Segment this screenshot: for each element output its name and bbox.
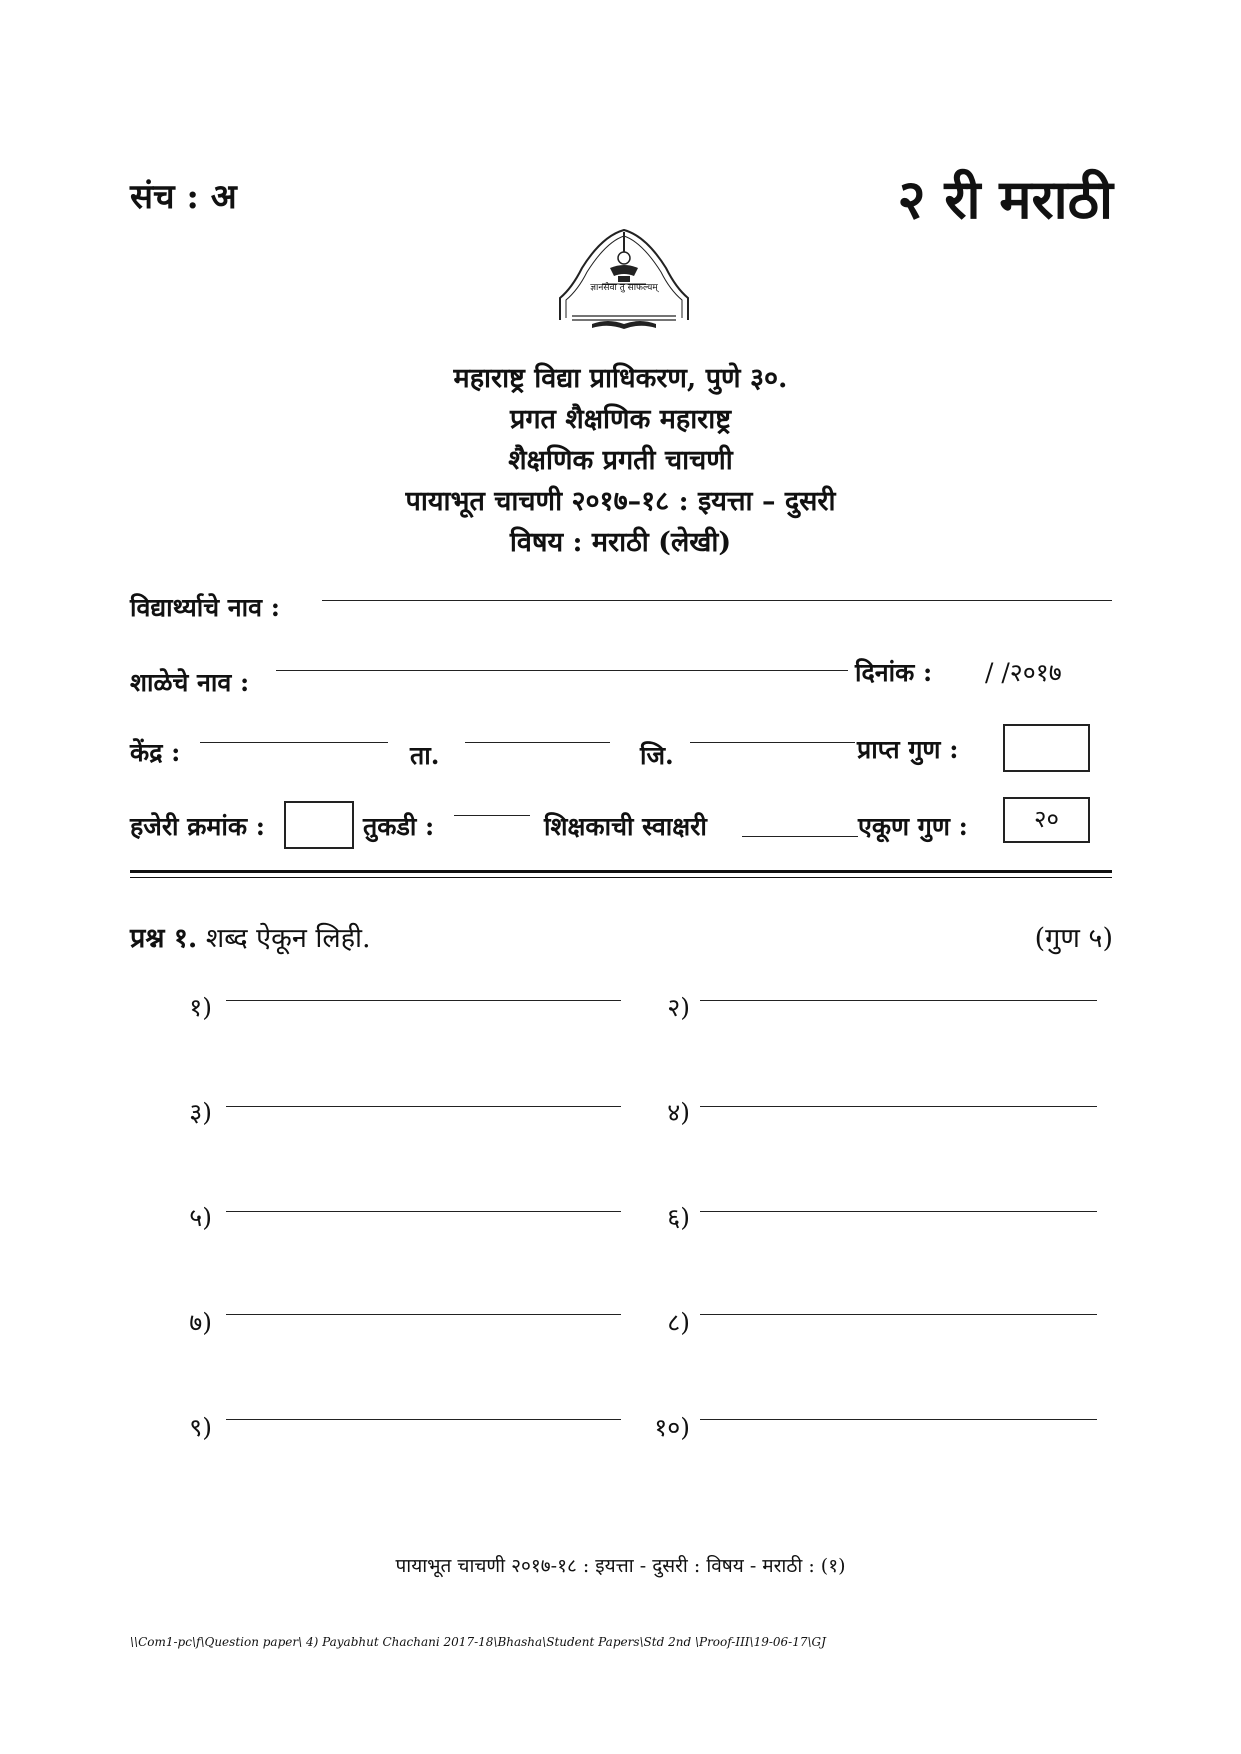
answer-number: ९)	[189, 1413, 212, 1442]
question-marks: (गुण ५)	[1034, 923, 1113, 954]
school-name-label: शाळेचे नाव :	[130, 668, 250, 697]
taluka-field[interactable]	[465, 742, 610, 743]
taluka-label: ता.	[410, 741, 440, 770]
grade-title: २ री मराठी	[897, 167, 1113, 231]
answer-number: ५)	[189, 1203, 212, 1232]
date-value[interactable]: / /२०१७	[985, 658, 1062, 687]
page-footer: पायाभूत चाचणी २०१७-१८ : इयत्ता - दुसरी : विषय - मराठी : (१)	[395, 1555, 846, 1577]
roll-number-box[interactable]	[284, 801, 354, 849]
answer-number: १०)	[654, 1413, 690, 1442]
district-field[interactable]	[690, 742, 855, 743]
heading-block	[0, 358, 1241, 563]
answer-line[interactable]	[700, 1106, 1097, 1107]
answer-number: ६)	[667, 1203, 690, 1232]
teacher-sign-field[interactable]	[742, 836, 858, 837]
set-label: संच : अ	[130, 177, 237, 217]
total-marks-box	[1003, 797, 1090, 843]
answer-number: ८)	[667, 1308, 690, 1337]
marks-obtained-box[interactable]	[1003, 724, 1090, 772]
file-path: \\Com1-pc\f\Question paper\ 4) Payabhut Chachani 2017-18\Bhasha\Student Papers\Std 2nd \Proof-III\19-06-17\GJ	[130, 1635, 826, 1649]
subject-line: विषय : मराठी (लेखी)	[509, 527, 732, 558]
answer-line[interactable]	[700, 1211, 1097, 1212]
emblem-motto: ज्ञानसेवा तु साफल्यम्	[590, 283, 658, 293]
date-label: दिनांक :	[855, 658, 933, 687]
answer-number: ७)	[189, 1308, 212, 1337]
school-name-field[interactable]	[276, 670, 848, 671]
division-field[interactable]	[454, 815, 530, 816]
authority-line: महाराष्ट्र विद्या प्राधिकरण, पुणे ३०.	[453, 363, 788, 394]
student-name-label: विद्यार्थ्याचे नाव :	[130, 593, 280, 622]
answer-line[interactable]	[700, 1314, 1097, 1315]
centre-field[interactable]	[200, 742, 388, 743]
total-marks-value: २०	[1034, 805, 1059, 833]
total-marks-label: एकूण गुण :	[858, 812, 968, 841]
answer-number: १)	[189, 993, 212, 1022]
centre-label: केंद्र :	[130, 738, 181, 767]
roll-number-label: हजेरी क्रमांक :	[130, 812, 265, 841]
answer-number: ३)	[189, 1098, 212, 1127]
answer-number: ४)	[667, 1098, 690, 1127]
answer-line[interactable]	[226, 1000, 621, 1001]
section-divider	[130, 870, 1112, 873]
answer-line[interactable]	[226, 1211, 621, 1212]
marks-obtained-label: प्राप्त गुण :	[857, 735, 959, 764]
teacher-sign-label: शिक्षकाची स्वाक्षरी	[544, 812, 707, 841]
test-type-line: शैक्षणिक प्रगती चाचणी	[508, 445, 733, 476]
answer-line[interactable]	[700, 1419, 1097, 1420]
answer-line[interactable]	[226, 1419, 621, 1420]
answer-line[interactable]	[226, 1314, 621, 1315]
question-number: प्रश्न १.	[130, 923, 198, 954]
answer-line[interactable]	[700, 1000, 1097, 1001]
question-heading	[130, 918, 371, 955]
section-divider-thin	[130, 877, 1112, 878]
district-label: जि.	[640, 741, 674, 770]
program-line: प्रगत शैक्षणिक महाराष्ट्र	[509, 404, 731, 435]
exam-line: पायाभूत चाचणी २०१७–१८ : इयत्ता – दुसरी	[405, 486, 836, 517]
question-text: शब्द ऐकून लिही.	[205, 923, 371, 954]
answer-number: २)	[667, 993, 690, 1022]
division-label: तुकडी :	[363, 812, 435, 841]
board-emblem-logo	[552, 228, 696, 346]
student-name-field[interactable]	[322, 600, 1112, 601]
answer-line[interactable]	[226, 1106, 621, 1107]
